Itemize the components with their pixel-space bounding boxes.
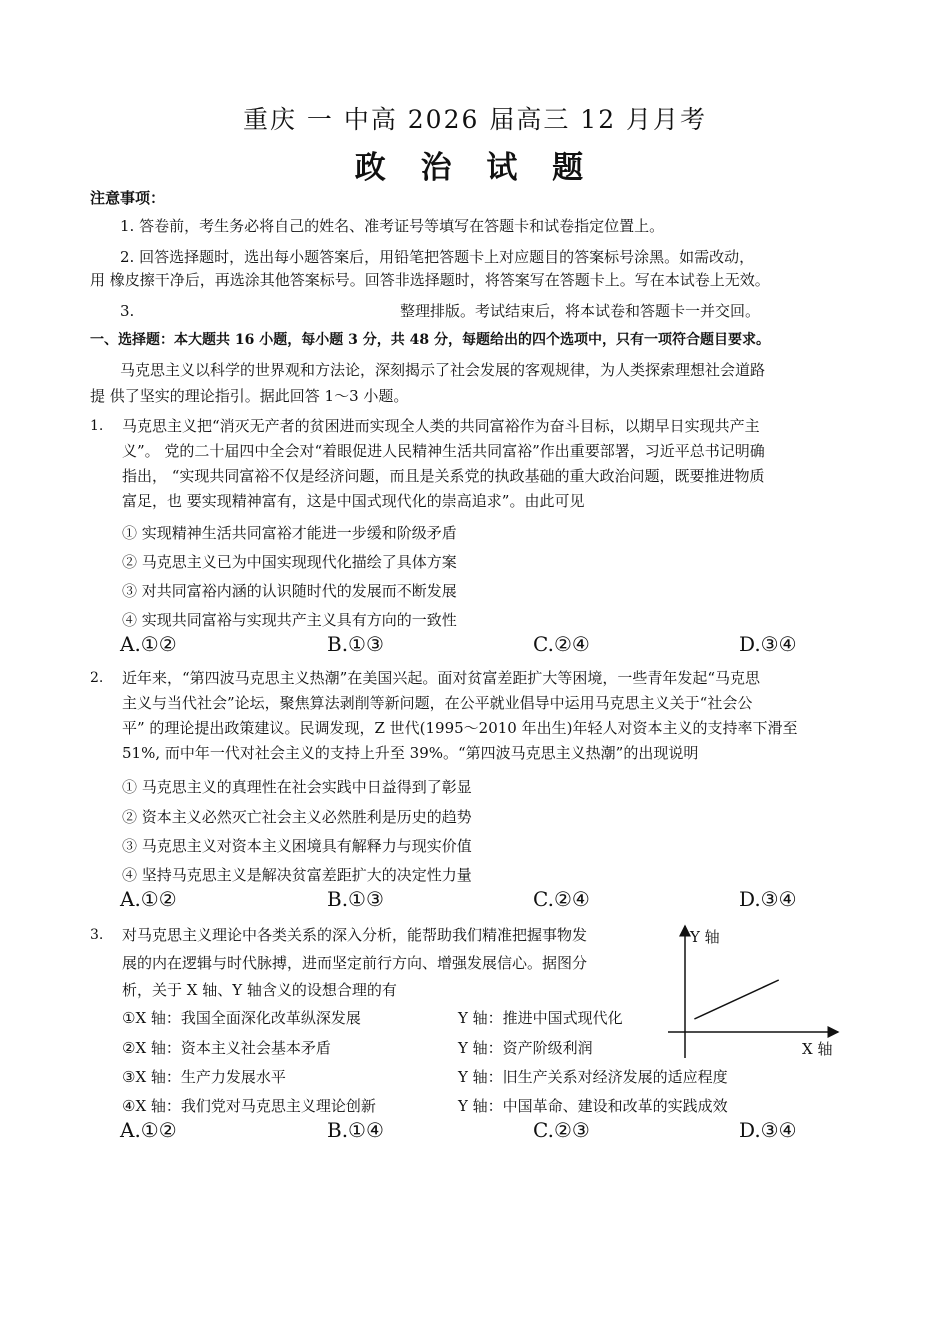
question-number: 3. (90, 927, 104, 943)
question-number: 2. (90, 670, 104, 686)
question-stem-line: 指出， “实现共同富裕不仅是经济问题，而且是关系党的执政基础的重大政治问题，既要推进物质 (122, 467, 765, 485)
statement-option: ① 实现精神生活共同富裕才能进一步缓和阶级矛盾 (122, 524, 457, 542)
answer-choice-a: A.①② (120, 887, 177, 911)
answer-choice-b: B.①④ (327, 1118, 384, 1142)
x-axis-option: ②X 轴：资本主义社会基本矛盾 (122, 1039, 331, 1057)
relationship-chart (660, 920, 845, 1065)
page-title: 政 治 试 题 (354, 150, 596, 186)
answer-choice-a: A.①② (120, 1118, 177, 1142)
question-stem-line: 主义与当代社会”论坛，聚焦算法剥削等新问题，在公平就业倡导中运用马克思主义关于“社会公 (122, 694, 753, 712)
statement-option: ① 马克思主义的真理性在社会实践中日益得到了彰显 (122, 778, 472, 796)
y-axis-option: Y 轴：推进中国式现代化 (458, 1009, 623, 1027)
question-stem-line: 义”。 党的二十届四中全会对“着眼促进人民精神生活共同富裕”作出重要部署，习近平总书记明确 (122, 442, 765, 460)
notice-item-3-text: 整理排版。考试结束后，将本试卷和答题卡一并交回。 (400, 302, 761, 320)
notice-item-2-line-2: 用 橡皮擦干净后，再选涂其他答案标号。回答非选择题时，将答案写在答题卡上。写在本试卷上无效。 (90, 271, 770, 289)
y-axis-option: Y 轴：旧生产关系对经济发展的适应程度 (458, 1068, 728, 1086)
section-intro-line-1: 马克思主义以科学的世界观和方法论，深刻揭示了社会发展的客观规律，为人类探索理想社会道路 (120, 361, 766, 379)
question-stem-line: 富足，也 要实现精神富有，这是中国式现代化的崇高追求”。由此可见 (122, 492, 585, 510)
answer-choice-c: C.②④ (533, 887, 590, 911)
statement-option: ③ 马克思主义对资本主义困境具有解释力与现实价值 (122, 837, 472, 855)
x-axis-option: ①X 轴：我国全面深化改革纵深发展 (122, 1009, 361, 1027)
x-axis-option: ④X 轴：我们党对马克思主义理论创新 (122, 1097, 376, 1115)
question-stem-line: 析，关于 X 轴、Y 轴含义的设想合理的有 (122, 981, 397, 999)
y-axis-label: Y 轴 (690, 928, 720, 946)
question-stem-line: 平” 的理论提出政策建议。民调发现，Z 世代(1995～2010 年出生)年轻人对资本主义的支持率下滑至 (122, 719, 798, 737)
x-axis-option: ③X 轴：生产力发展水平 (122, 1068, 286, 1086)
answer-choice-d: D.③④ (739, 1118, 797, 1142)
answer-choice-d: D.③④ (739, 632, 797, 656)
question-number: 1. (90, 418, 104, 434)
section-intro-line-2: 提 供了坚实的理论指引。据此回答 1～3 小题。 (90, 387, 409, 405)
series-line (694, 980, 778, 1019)
notice-heading: 注意事项： (90, 189, 166, 207)
question-stem-line: 马克思主义把“消灭无产者的贫困进而实现全人类的共同富裕作为奋斗目标，以期早日实现共产主 (122, 417, 760, 435)
notice-item-1: 1. 答卷前，考生务必将自己的姓名、准考证号等填写在答题卡和试卷指定位置上。 (120, 217, 665, 235)
answer-choice-a: A.①② (120, 632, 177, 656)
statement-option: ③ 对共同富裕内涵的认识随时代的发展而不断发展 (122, 582, 457, 600)
statement-option: ② 马克思主义已为中国实现现代化描绘了具体方案 (122, 553, 457, 571)
y-axis-option: Y 轴：资产阶级利润 (458, 1039, 593, 1057)
answer-choice-c: C.②③ (533, 1118, 590, 1142)
answer-choice-b: B.①③ (327, 887, 384, 911)
question-stem-line: 51%, 而中年一代对社会主义的支持上升至 39%。“第四波马克思主义热潮”的出现说明 (122, 744, 699, 762)
question-stem-line: 对马克思主义理论中各类关系的深入分析，能帮助我们精准把握事物发 (122, 926, 588, 944)
y-axis-option: Y 轴：中国革命、建设和改革的实践成效 (458, 1097, 728, 1115)
notice-item-2-line-1: 2. 回答选择题时，选出每小题答案后，用铅笔把答题卡上对应题目的答案标号涂黑。如需改动， (120, 248, 755, 266)
answer-choice-c: C.②④ (533, 632, 590, 656)
question-stem-line: 展的内在逻辑与时代脉搏，进而坚定前行方向、增强发展信心。据图分 (122, 954, 588, 972)
x-axis-label: X 轴 (802, 1040, 833, 1058)
statement-option: ② 资本主义必然灭亡社会主义必然胜利是历史的趋势 (122, 808, 472, 826)
statement-option: ④ 实现共同富裕与实现共产主义具有方向的一致性 (122, 611, 457, 629)
answer-choice-d: D.③④ (739, 887, 797, 911)
question-stem-line: 近年来，“第四波马克思主义热潮”在美国兴起。面对贫富差距扩大等困境，一些青年发起“马克思 (122, 669, 761, 687)
section-heading: 一、选择题：本大题共 16 小题，每小题 3 分，共 48 分，每题给出的四个选项中，只有一项符合题目要求。 (90, 332, 770, 348)
exam-header: 重庆 一 中高 2026 届高三 12 月月考 (242, 105, 708, 134)
notice-item-3-number: 3. (120, 302, 135, 320)
answer-choice-b: B.①③ (327, 632, 384, 656)
statement-option: ④ 坚持马克思主义是解决贫富差距扩大的决定性力量 (122, 866, 472, 884)
